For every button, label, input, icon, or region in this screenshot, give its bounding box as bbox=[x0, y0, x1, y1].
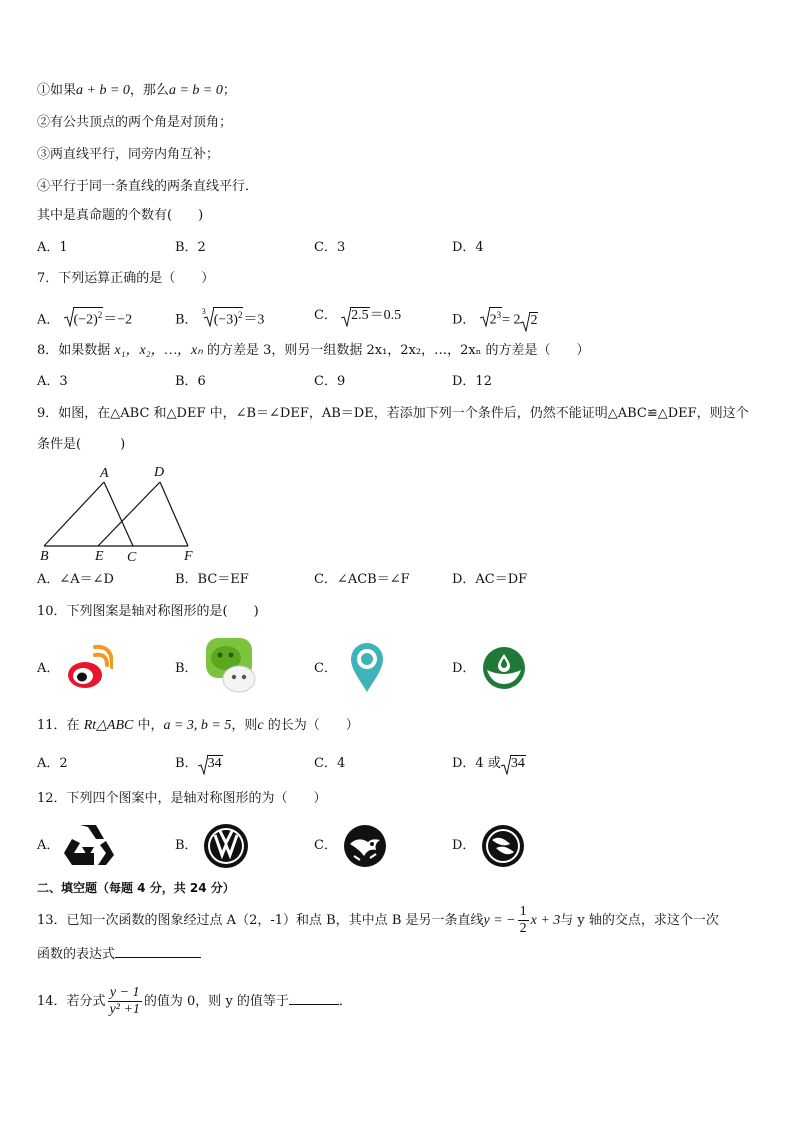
recycle-logo-icon bbox=[62, 823, 114, 867]
q12-label-b: B． bbox=[175, 838, 198, 853]
line-df bbox=[160, 482, 188, 546]
q11-stem-a: 11．在 bbox=[37, 718, 84, 733]
section-2-title: 二、填空题（每题 4 分，共 24 分） bbox=[37, 881, 235, 895]
q11-option-b bbox=[175, 755, 223, 773]
label-c: C bbox=[127, 550, 137, 564]
label-a: A bbox=[100, 466, 109, 481]
q13-line2-text: 函数的表达式 bbox=[37, 947, 116, 962]
q7-a-radicand: (−2) bbox=[73, 312, 98, 328]
statement-4: ④平行于同一条直线的两条直线平行． bbox=[37, 179, 259, 194]
q7-b-label: B． bbox=[175, 312, 198, 328]
q12-stem: 12．下列四个图案中，是轴对称图形的为（ ） bbox=[37, 791, 327, 806]
q7-stem: 7．下列运算正确的是（ ） bbox=[37, 271, 215, 286]
q7-c-sqrt bbox=[341, 307, 370, 325]
q11-option-c: C．4 bbox=[314, 756, 346, 771]
q14-end: ． bbox=[338, 994, 352, 1009]
q10-stem: 10．下列图案是轴对称图形的是( ) bbox=[37, 604, 259, 619]
q8-stem-vars: x₁，x₂，…，xₙ bbox=[114, 343, 203, 358]
label-f: F bbox=[184, 549, 193, 564]
q8-option-a: A．3 bbox=[37, 374, 68, 389]
q7-b-radicand: (−3) bbox=[213, 312, 238, 328]
q7-d-sqrt: $2^3$ bbox=[480, 307, 503, 330]
q9-option-a: A．∠A＝∠D bbox=[37, 572, 114, 587]
q11-d-radicand: 34 bbox=[510, 756, 525, 771]
q14-stem-a: 14．若分式 bbox=[37, 994, 106, 1009]
q14-answer-blank[interactable] bbox=[289, 1004, 339, 1005]
statement-1-suffix: ； bbox=[222, 83, 236, 98]
statement-2: ②有公共顶点的两个角是对顶角； bbox=[37, 115, 233, 130]
q13-eq-lhs: y = − bbox=[483, 913, 516, 928]
q7-c-label: C． bbox=[314, 308, 337, 323]
q8-stem bbox=[37, 342, 589, 360]
q7-c-rhs: ＝0.5 bbox=[369, 308, 402, 323]
q14-stem bbox=[37, 982, 352, 1022]
q14-frac-den: y² +1 bbox=[109, 1002, 140, 1017]
statement-1-prefix: ①如果 bbox=[37, 83, 77, 98]
q14-stem-b: 的值为 0，则 y 的值等于 bbox=[143, 994, 289, 1009]
q7-option-a bbox=[37, 307, 132, 330]
q11-b-label: B． bbox=[175, 756, 198, 771]
q6-option-c: C．3 bbox=[314, 240, 346, 255]
q8-option-d: D．12 bbox=[452, 374, 492, 389]
q7-a-label: A． bbox=[37, 312, 60, 328]
q7-d-radicand2: 2 bbox=[530, 312, 538, 328]
q14-frac-num: y − 1 bbox=[109, 985, 140, 1000]
q8-stem-b: 的方差是 3，则另一组数据 2x₁，2x₂，…，2xₙ 的方差是（ ） bbox=[202, 343, 590, 358]
q9-option-c: C．∠ACB＝∠F bbox=[314, 572, 410, 587]
q7-option-c bbox=[314, 307, 401, 325]
weibo-logo-icon bbox=[65, 641, 113, 693]
q13-eq-rhs: x + 3 bbox=[530, 913, 561, 928]
q6-stem: 其中是真命题的个数有( ) bbox=[37, 208, 204, 223]
q11-c-var: c bbox=[257, 718, 264, 733]
q9-option-d: D．AC＝DF bbox=[452, 572, 528, 587]
q10-label-b: B． bbox=[175, 661, 198, 676]
q7-d-sqrt2 bbox=[520, 312, 538, 330]
q12-label-c: C． bbox=[314, 838, 337, 853]
q11-condition: a = 3, b = 5 bbox=[163, 718, 232, 733]
statement-1-expr1: a + b = 0 bbox=[76, 83, 130, 98]
q8-stem-a: 8．如果数据 bbox=[37, 343, 115, 358]
q9-stem-line1: 9．如图，在△ABC 和△DEF 中，∠B＝∠DEF，AB＝DE，若添加下列一个条件后，仍然不能证明△ABC≌△DEF，则这个 bbox=[37, 406, 749, 421]
q13-answer-blank[interactable] bbox=[115, 957, 201, 958]
q13-frac-den: 2 bbox=[519, 921, 527, 936]
q7-b-cbrt: 3 $(-3)^2$ bbox=[202, 307, 244, 330]
q6-option-b: B．2 bbox=[175, 240, 206, 255]
q11-stem bbox=[37, 717, 359, 735]
q6-option-a: A．1 bbox=[37, 240, 68, 255]
q12-label-d: D． bbox=[452, 838, 476, 853]
line-ba bbox=[44, 482, 104, 546]
q6-option-d: D．4 bbox=[452, 240, 484, 255]
q7-a-rhs: ＝−2 bbox=[103, 312, 133, 328]
q7-a-sqrt: $(-2)^2$ bbox=[64, 307, 104, 330]
q8-option-b: B．6 bbox=[175, 374, 206, 389]
q7-option-b bbox=[175, 307, 264, 330]
q7-d-rhs: = 2 bbox=[502, 312, 521, 328]
q7-d-label: D． bbox=[452, 312, 476, 328]
q9-option-b: B．BC＝EF bbox=[175, 572, 249, 587]
q13-stem-line1 bbox=[37, 904, 719, 938]
statement-3: ③两直线平行，同旁内角互补； bbox=[37, 147, 220, 162]
q10-label-a: A． bbox=[37, 661, 60, 676]
statement-1 bbox=[37, 82, 236, 100]
wechat-logo-icon bbox=[206, 638, 258, 696]
q11-b-sqrt bbox=[198, 755, 223, 773]
q10-label-d: D． bbox=[452, 661, 476, 676]
q13-stem-b: 与 y 轴的交点，求这个一次 bbox=[560, 913, 719, 928]
q7-b-rhs: ＝3 bbox=[243, 312, 265, 328]
q11-option-a: A．2 bbox=[37, 756, 68, 771]
q13-stem-line2 bbox=[37, 946, 201, 964]
q11-stem-d: 的长为（ ） bbox=[263, 718, 359, 733]
q10-label-c: C． bbox=[314, 661, 337, 676]
q9-stem-line2: 条件是( ) bbox=[37, 437, 126, 452]
q13-stem-a: 13．已知一次函数的图象经过点 A（2，-1）和点 B，其中点 B 是另一条直线 bbox=[37, 913, 484, 928]
q13-frac-num: 1 bbox=[519, 904, 527, 919]
q7-d-radicand: 2 bbox=[489, 312, 497, 328]
q8-option-c: C．9 bbox=[314, 374, 346, 389]
q12-label-a: A． bbox=[37, 838, 60, 853]
map-pin-icon bbox=[349, 641, 385, 693]
volkswagen-logo-icon bbox=[202, 823, 250, 869]
q11-rt-triangle: Rt△ABC bbox=[83, 718, 134, 733]
statement-1-expr2: a = b = 0 bbox=[168, 83, 223, 98]
q11-stem-b: 中， bbox=[133, 718, 164, 733]
label-b: B bbox=[40, 549, 49, 564]
label-e: E bbox=[95, 549, 104, 564]
label-d: D bbox=[154, 465, 165, 480]
dongfeng-logo-icon bbox=[480, 824, 526, 868]
q13-eq-fraction bbox=[518, 904, 529, 937]
q9-triangle-figure bbox=[38, 462, 198, 564]
q11-stem-c: ，则 bbox=[231, 718, 258, 733]
q11-d-label: D．4 或 bbox=[452, 756, 501, 771]
q11-option-d bbox=[452, 755, 526, 773]
q7-c-radicand: 2.5 bbox=[351, 308, 369, 323]
water-drop-logo-icon bbox=[482, 646, 526, 690]
q7-b-index: 3 bbox=[201, 307, 206, 316]
statement-1-mid: ，那么 bbox=[129, 83, 169, 98]
q11-b-radicand: 34 bbox=[207, 756, 222, 771]
q14-fraction bbox=[108, 985, 142, 1018]
eagle-logo-icon bbox=[342, 824, 388, 868]
q7-option-d bbox=[452, 307, 538, 330]
q11-d-sqrt bbox=[501, 755, 526, 773]
